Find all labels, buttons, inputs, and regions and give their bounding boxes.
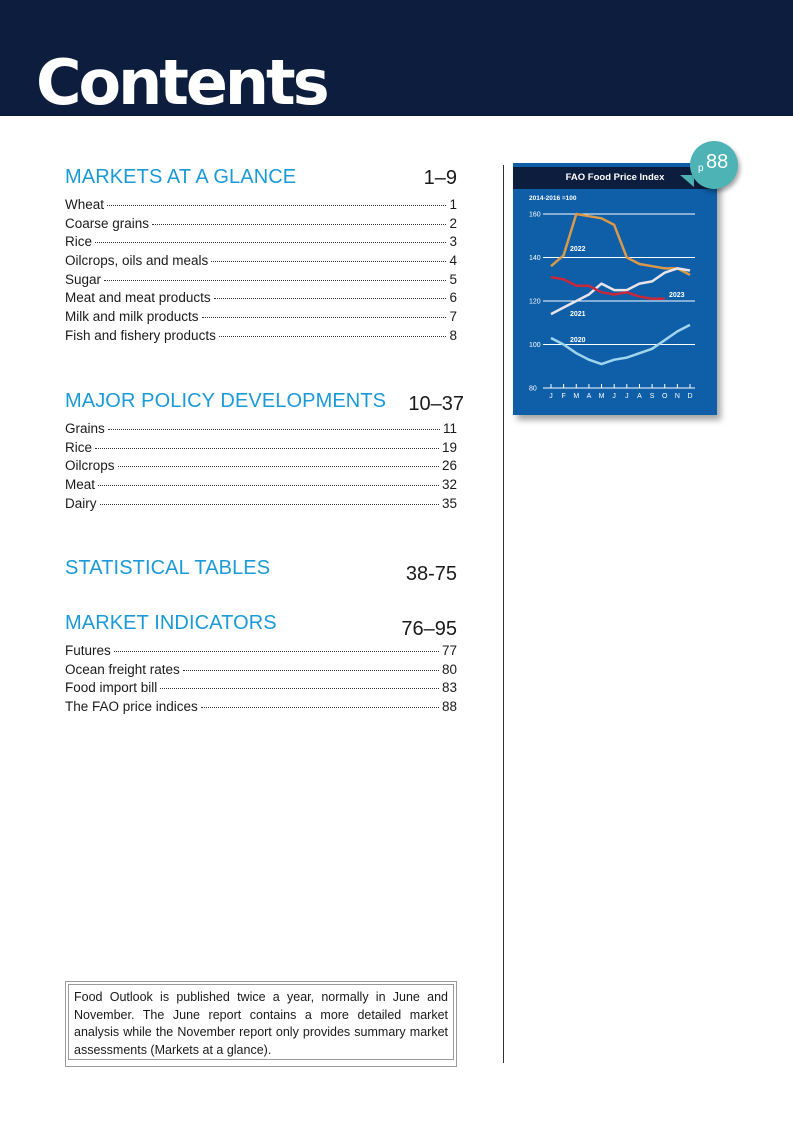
toc-entry-page: 6: [449, 290, 457, 306]
toc-entry[interactable]: [65, 233, 457, 252]
x-tick-label: J: [612, 393, 616, 400]
toc-entry-label: Wheat: [65, 197, 105, 212]
series-label-2022: 2022: [570, 246, 586, 253]
toc-dot-leader: [183, 670, 439, 671]
toc-dot-leader: [118, 466, 439, 467]
toc-dot-leader: [160, 688, 439, 689]
toc-entry-label: Oilcrops, oils and meals: [65, 253, 209, 269]
y-tick-label: 80: [529, 385, 537, 393]
toc-entry[interactable]: [65, 308, 457, 327]
toc-entry[interactable]: [65, 661, 457, 680]
toc-entry-page: 77: [441, 643, 457, 658]
toc-entry[interactable]: [65, 698, 457, 717]
toc-entry[interactable]: [65, 196, 457, 215]
chart-subtitle: 2014-2016 =100: [529, 195, 577, 202]
badge-pointer: [680, 175, 694, 187]
x-tick-label: J: [549, 393, 553, 400]
note-body: is published twice a year, normally in June and November. The June report contains a more detailed market analysis while the November report only provides summary market assessments (Markets at a glance).: [74, 990, 448, 1057]
column-divider: [503, 165, 504, 1063]
toc-section-pages: 38-75: [405, 563, 457, 585]
toc-dot-leader: [108, 429, 440, 430]
toc-entry-page: 32: [441, 477, 457, 493]
series-label-2020: 2020: [570, 337, 586, 344]
toc-entry-label: Futures: [65, 643, 111, 658]
toc-entry-label: Meat and meat products: [65, 290, 211, 306]
toc-dot-leader: [98, 485, 439, 486]
x-tick-label: A: [637, 393, 642, 400]
toc-section: [65, 612, 457, 717]
x-tick-label: S: [649, 393, 655, 400]
toc-dot-leader: [214, 298, 447, 299]
toc-dot-leader: [100, 504, 439, 505]
series-label-2023: 2023: [669, 292, 685, 299]
x-tick-label: O: [662, 393, 668, 400]
toc-dot-leader: [95, 242, 446, 243]
toc-entry-page: 3: [449, 234, 457, 250]
toc-entry-label: Coarse grains: [65, 215, 150, 231]
toc-entry-page: 26: [441, 458, 457, 474]
x-tick-label: D: [687, 393, 693, 400]
y-tick-label: 100: [529, 342, 541, 349]
toc-entry-label: Dairy: [65, 495, 97, 511]
toc-section-header[interactable]: [65, 612, 457, 642]
toc-section: [65, 166, 457, 346]
toc-entry-page: 88: [441, 699, 457, 715]
x-tick-label: M: [573, 393, 580, 400]
toc-entry[interactable]: [65, 679, 457, 698]
toc-dot-leader: [201, 707, 439, 708]
toc-dot-leader: [104, 280, 446, 281]
toc-entry[interactable]: [65, 476, 457, 495]
toc-dot-leader: [152, 224, 446, 225]
badge-page-number: 88: [706, 151, 729, 173]
toc-entry-label: Rice: [65, 234, 93, 250]
toc-entry-label: Sugar: [65, 271, 102, 287]
toc-entry-label: Ocean freight rates: [65, 661, 180, 677]
toc-entry[interactable]: [65, 271, 457, 290]
series-line-2022: [551, 214, 690, 275]
page-title: Contents: [36, 46, 327, 119]
toc-entry[interactable]: [65, 252, 457, 271]
toc-entry-label: Grains: [65, 421, 105, 436]
toc-entry-page: 4: [449, 253, 457, 269]
toc-dot-leader: [219, 336, 447, 337]
toc-entry-page: 83: [441, 680, 457, 696]
x-tick-label: A: [586, 393, 592, 400]
y-tick-label: 140: [529, 255, 541, 262]
toc-entry-page: 1: [449, 197, 457, 212]
x-tick-label: M: [598, 393, 605, 400]
toc-dot-leader: [202, 317, 447, 318]
toc-dot-leader: [107, 205, 446, 206]
toc-entry-page: 80: [441, 661, 457, 677]
toc-entry[interactable]: [65, 457, 457, 476]
toc-section-pages: 76–95: [401, 618, 457, 640]
badge-prefix: p: [698, 163, 704, 174]
toc-entry[interactable]: [65, 420, 457, 439]
toc-section-title: MAJOR POLICY DEVELOPMENTS: [65, 390, 387, 412]
publication-note: [65, 981, 457, 1067]
toc-entry[interactable]: [65, 327, 457, 346]
toc-entry-page: 5: [449, 271, 457, 287]
toc-entry-label: The FAO price indices: [65, 699, 198, 715]
toc-entry-label: Food import bill: [65, 680, 158, 696]
toc-entry-page: 7: [449, 309, 457, 325]
toc-dot-leader: [211, 261, 446, 262]
toc-entry-label: Fish and fishery products: [65, 327, 216, 343]
chart-title: FAO Food Price Index: [565, 172, 665, 183]
toc-dot-leader: [95, 448, 439, 449]
note-publication-name: Food Outlook: [74, 990, 153, 1004]
publication-note-text: [68, 984, 454, 1060]
toc-dot-leader: [114, 651, 439, 652]
toc-entry[interactable]: [65, 215, 457, 234]
x-tick-label: J: [625, 393, 629, 400]
y-tick-label: 120: [529, 298, 541, 306]
fao-food-price-index-chart: [513, 163, 717, 415]
toc-entry-label: Milk and milk products: [65, 309, 199, 325]
toc-entry[interactable]: [65, 495, 457, 514]
toc-section-pages: 1–9: [423, 167, 457, 189]
toc-section-header[interactable]: [65, 557, 457, 587]
toc-entry[interactable]: [65, 439, 457, 458]
toc-section-header[interactable]: [65, 166, 457, 196]
toc-section-pages: 10–37: [408, 393, 464, 415]
toc-entry-label: Oilcrops: [65, 458, 115, 474]
x-tick-label: N: [674, 393, 680, 400]
toc-entry[interactable]: [65, 289, 457, 308]
toc-entry-label: Meat: [65, 477, 96, 493]
toc-section-title: MARKETS AT A GLANCE: [65, 166, 297, 188]
toc-entry-page: 8: [449, 327, 457, 343]
toc-section: [65, 390, 464, 513]
toc-section-title: MARKET INDICATORS: [65, 612, 277, 634]
toc-entry[interactable]: [65, 642, 457, 661]
toc-section: [65, 557, 457, 587]
chart-plot: [513, 163, 717, 415]
toc-entry-page: 35: [441, 495, 457, 511]
toc-entry-page: 2: [449, 215, 457, 231]
toc-entry-page: 19: [441, 439, 457, 455]
toc-section-title: STATISTICAL TABLES: [65, 557, 271, 579]
toc-section-header[interactable]: [65, 390, 464, 420]
x-tick-label: F: [561, 393, 566, 400]
y-tick-label: 160: [529, 211, 541, 219]
toc-entry-page: 11: [442, 421, 457, 436]
series-label-2021: 2021: [570, 311, 586, 318]
toc-entry-label: Rice: [65, 439, 93, 455]
